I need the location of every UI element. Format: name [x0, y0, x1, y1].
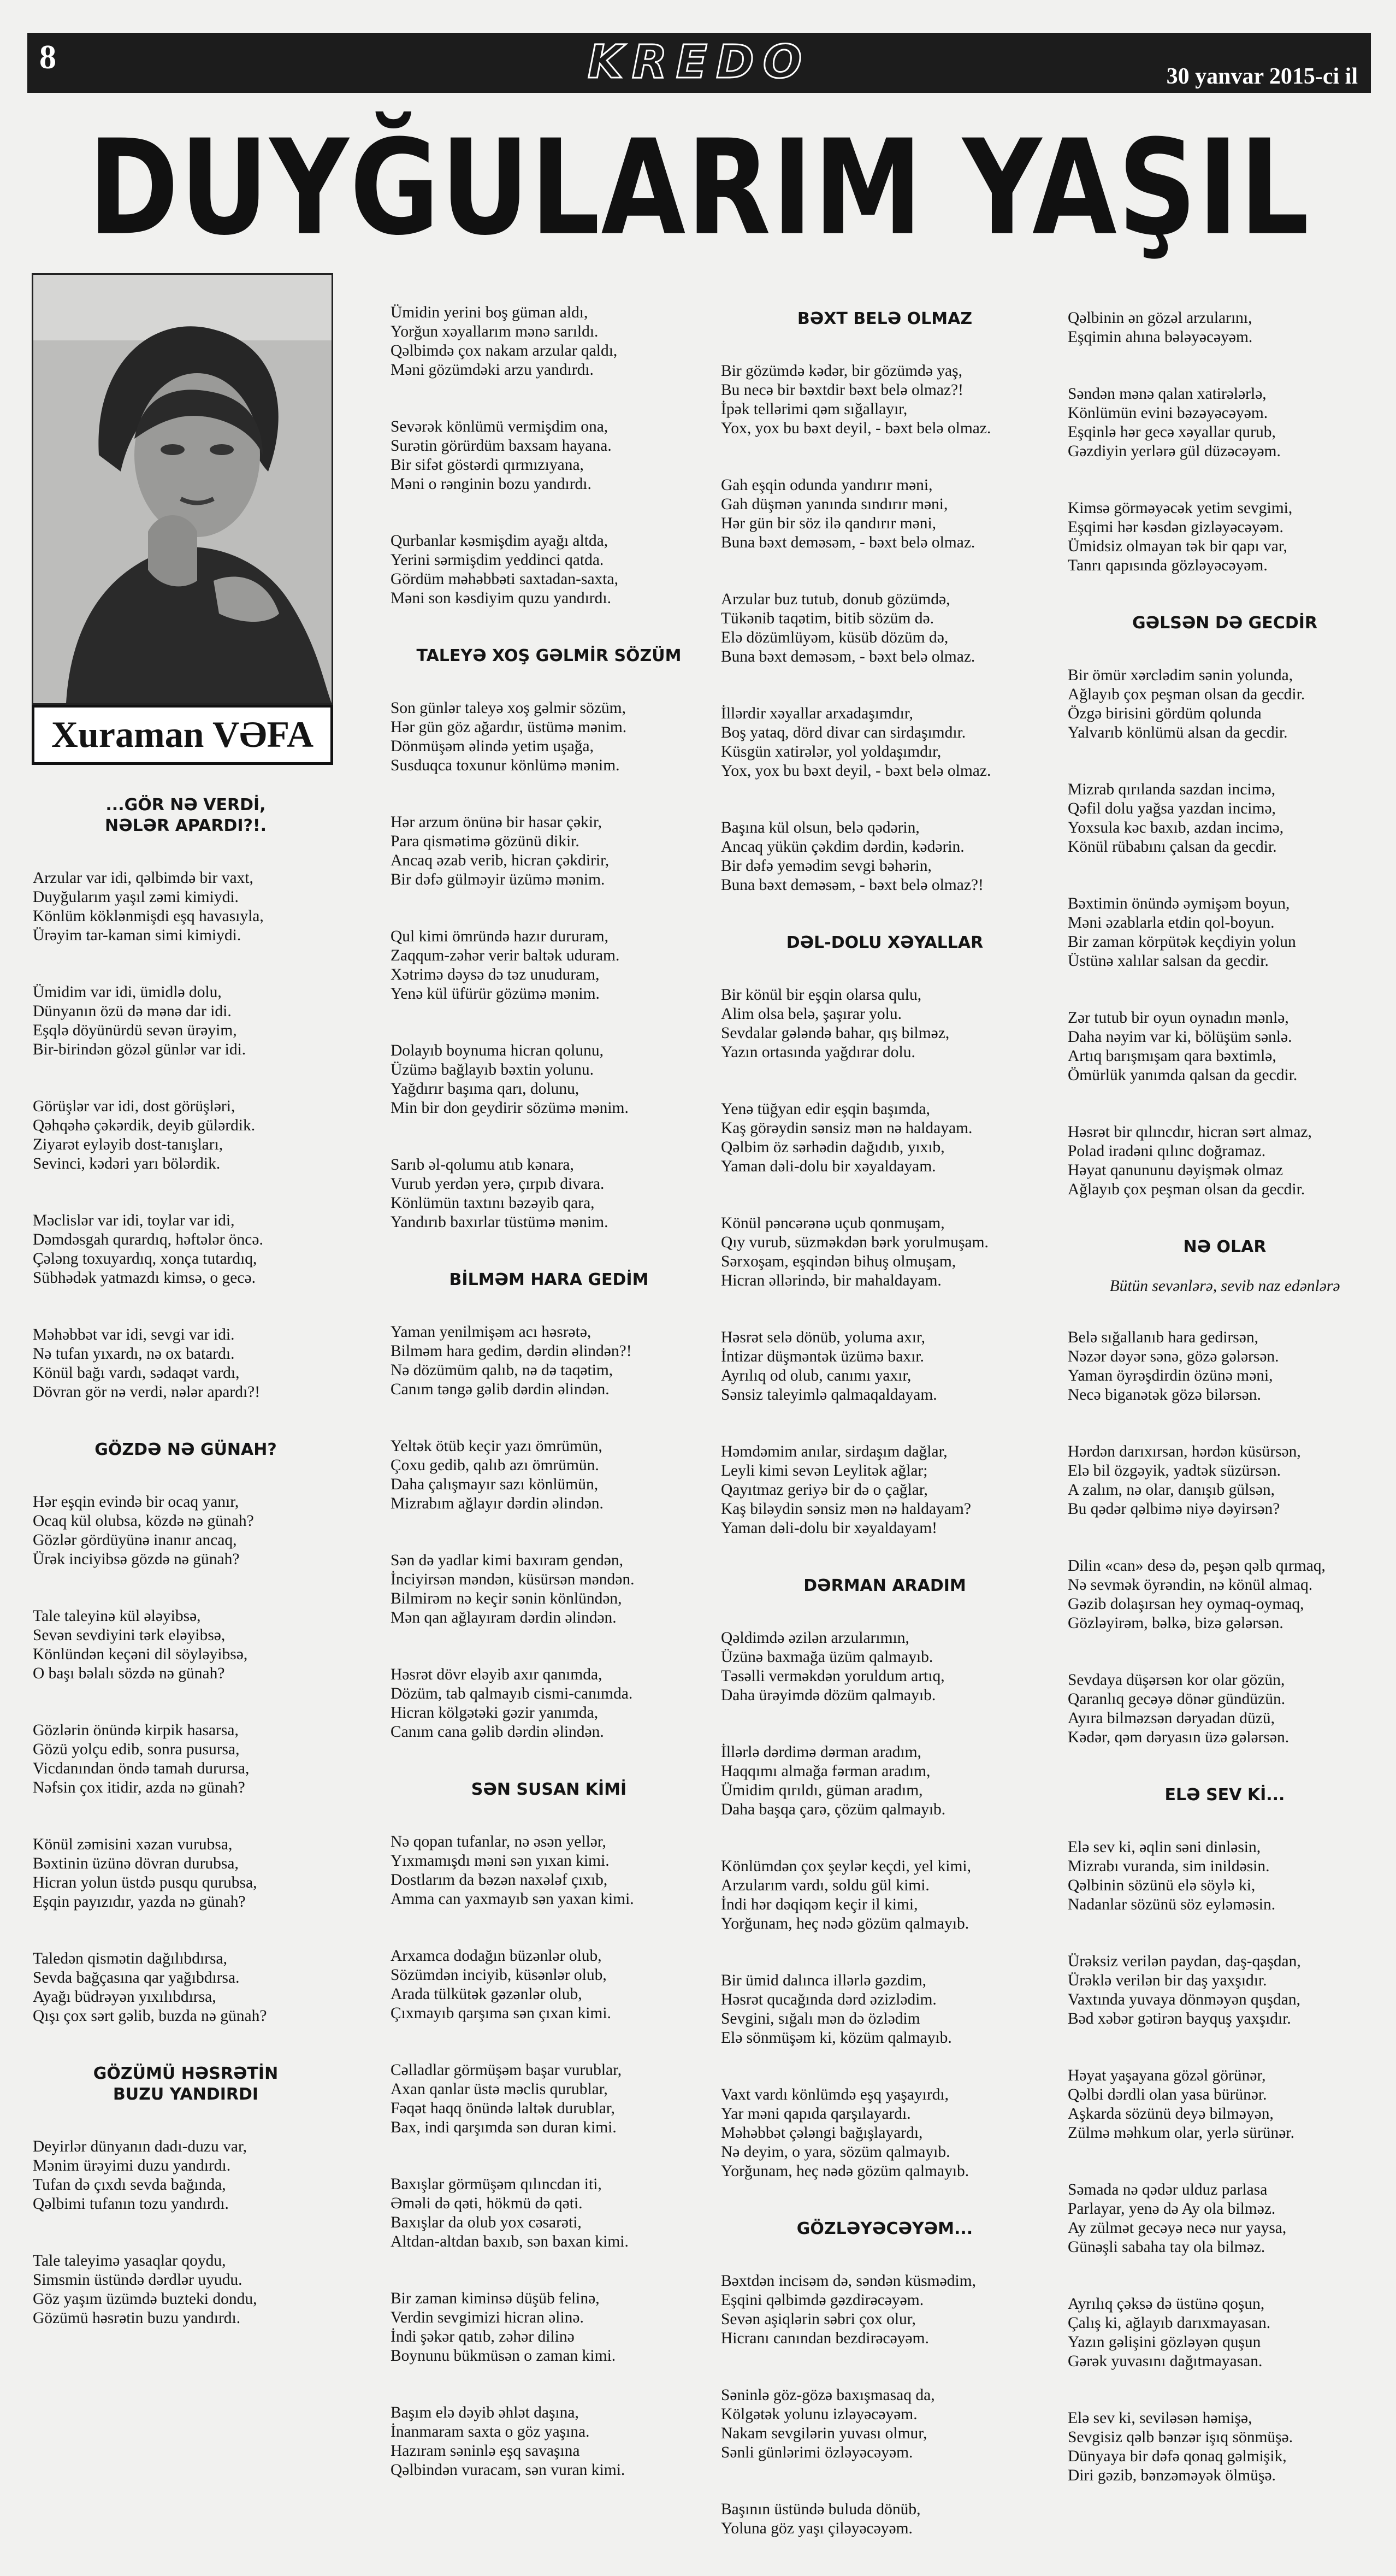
- stanza: Yaman yenilmişəm acı həsrətə, Bilməm hara gedim, dərdin əlindən?! Nə dözümüm qalıb, nə də taqətim, Canım təngə gəlib dərdin əlindən.: [391, 1323, 632, 1398]
- stanza: Qurbanlar kəsmişdim ayağı altda, Yerini sərmişdim yeddinci qatda. Gördüm məhəbbəti saxtadan-saxta, Məni son kəsdiyim quzu yandırdı.: [391, 532, 618, 607]
- poem-title: BƏXT BELƏ OLMAZ: [797, 309, 973, 328]
- stanza: Məclislər var idi, toylar var idi, Dəmdəsgah qurardıq, həftələr öncə. Çələng toxuyardıq, xonça tutardıq, Sübhədək yatmazdı kimsə, o gecə.: [33, 1212, 263, 1287]
- newspaper-header: [27, 33, 1371, 93]
- stanza: Taledən qismətin dağılıbdırsa, Sevda bağçasına qar yağıbdırsa. Ayağı büdrəyən yıxılıbdırsa, Qışı çox sərt gəlib, buzda nə günah?: [33, 1950, 267, 2025]
- stanza: Qəlbinin ən gözəl arzularını, Eşqimin ahına bələyəcəyəm.: [1068, 309, 1253, 346]
- stanza: Ümidin yerini boş güman aldı, Yorğun xəyallarım mənə sarıldı. Qəlbimdə çox nakam arzular qaldı, Məni gözümdəki arzu yandırdı.: [391, 304, 618, 379]
- poem-title: BİLMƏM HARA GEDİM: [449, 1270, 649, 1289]
- stanza: Səmada nə qədər ulduz parlasa Parlayar, yenə də Ay ola bilməz. Ay zülmət gecəyə necə nur yaysa, Günəşli sabaha tay ola bilməz.: [1068, 2181, 1287, 2256]
- stanza: Arxamca dodağın büzənlər olub, Sözümdən inciyib, küsənlər olub, Arada tülkütək gəzənlər olub, Çıxmayıb qarşıma sən çıxan kimi.: [391, 1947, 611, 2022]
- author-portrait-icon: [32, 273, 333, 705]
- stanza: Səninlə göz-gözə baxışmasaq da, Kölgətək yolunu izləyəcəyəm. Nakam sevgilərin yuvası olmur, Sənli günlərimi özləyəcəyəm.: [721, 2386, 935, 2461]
- stanza: Dilin «can» desə də, peşən qəlb qırmaq, Nə sevmək öyrəndin, nə könül almaq. Gəzib dolaşırsan hey oymaq-oymaq, Gözləyirəm, bəlkə, bizə gələrsən.: [1068, 1557, 1326, 1632]
- stanza: Başına kül olsun, belə qədərin, Ancaq yükün çəkdim dərdin, kədərin. Bir dəfə yemədim sevgi bəhərin, Buna bəxt deməsəm, - bəxt belə olmaz?!: [721, 819, 984, 894]
- column-1: [33, 776, 339, 2366]
- author-name: Xuraman VƏFA: [32, 705, 333, 765]
- stanza: İllərlə dərdimə dərman aradım, Haqqımı almağa fərman aradım, Ümidim qırıldı, güman aradım, Daha başqa çarə, çözüm qalmayıb.: [721, 1743, 946, 1818]
- stanza: Səndən mənə qalan xatirələrlə, Könlümün evini bəzəyəcəyəm. Eşqinlə hər gecə xəyallar qurub, Gəzdiyin yerlərə gül düzəcəyəm.: [1068, 385, 1281, 460]
- stanza: Tale taleyimə yasaqlar qoydu, Simsmin üstündə dərdlər uyudu. Göz yaşım üzümdə buzteki dondu, Gözümü həsrətin buzu yandırdı.: [33, 2252, 257, 2327]
- stanza: Ürəksiz verilən paydan, daş-qaşdan, Ürəklə verilən bir daş yaxşıdır. Vaxtında yuvaya dönməyən quşdan, Bəd xəbər gətirən bayquş yaxşıdır.: [1068, 1953, 1301, 2027]
- poem-title: NƏ OLAR: [1183, 1237, 1267, 1257]
- poem-title: TALEYƏ XOŞ GƏLMİR SÖZÜM: [416, 646, 682, 665]
- stanza: Arzular var idi, qəlbimdə bir vaxt, Duyğularım yaşıl zəmi kimiydi. Könlüm köklənmişdi eşq havasıyla, Ürəyim tar-kaman simi kimiydi.: [33, 869, 264, 944]
- stanza: Həsrət bir qılıncdır, hicran sərt almaz, Polad iradəni qılınc doğramaz. Həyat qanununu dəyişmək olmaz Ağlayıb çox peşman olsan da gecdir.: [1068, 1123, 1312, 1198]
- stanza: Bir zaman kiminsə düşüb felinə, Verdin sevgimizi hicran əlinə. İndi şəkər qatıb, zəhər dilinə Boynunu bükmüsən o zaman kimi.: [391, 2290, 616, 2365]
- stanza: Ayrılıq çəksə də üstünə qoşun, Çalış ki, ağlayıb darıxmayasan. Yazın gəlişini gözləyən quşun Gərək yuvasını dağıtmayasan.: [1068, 2295, 1271, 2370]
- column-2: [391, 284, 707, 2518]
- stanza: Baxışlar görmüşəm qılıncdan iti, Əməli də qəti, hökmü də qəti. Baxışlar da olub yox cəsarəti, Altdan-altdan baxıb, sən baxan kimi.: [391, 2176, 629, 2250]
- poem-title: GÖZÜMÜ HƏSRƏTİN BUZU YANDIRDI: [93, 2064, 279, 2104]
- stanza: Gözlərin önündə kirpik hasarsa, Gözü yolçu edib, sonra pusursa, Vicdanından öndə tamah durursa, Nəfsin çox itidir, azda nə günah?: [33, 1722, 250, 1796]
- stanza: Cəlladlar görmüşəm başar vurublar, Axan qanlar üstə məclis qurublar, Fəqət haqq önündə laltək durublar, Bax, indi qarşımda sən duran kimi.: [391, 2061, 622, 2136]
- stanza: Bəxtdən incisəm də, səndən küsmədim, Eşqini qəlbimdə gəzdirəcəyəm. Sevən aşiqlərin səbri çox olur, Hicranı canından bezdirəcəyəm.: [721, 2272, 976, 2347]
- poem-title: GÖZDƏ NƏ GÜNAH?: [94, 1440, 277, 1459]
- stanza: Bir gözümdə kədər, bir gözümdə yaş, Bu necə bir bəxtdir bəxt belə olmaz?! İpək tellərimi qəm sığallayır, Yox, yox bu bəxt deyil, - bəxt belə olmaz.: [721, 362, 991, 437]
- poem-title: ELƏ SEV Kİ...: [1164, 1785, 1285, 1805]
- stanza: Sən də yadlar kimi baxıram gendən, İnciyirsən məndən, küsürsən məndən. Bilmirəm nə keçir sənin könlündən, Mən qan ağlayıram dərdin əlindən.: [391, 1552, 635, 1626]
- stanza: Ümidim var idi, ümidlə dolu, Dünyanın özü də mənə dar idi. Eşqlə döyünürdü sevən ürəyim, Bir-birindən gözəl günlər var idi.: [33, 983, 246, 1058]
- stanza: Sevərək könlümü vermişdim ona, Surətin görürdüm baxsam hayana. Bir sifət göstərdi qırmızıyana, Məni o rənginin bozu yandırdı.: [391, 418, 612, 493]
- stanza: Belə sığallanıb hara gedirsən, Nəzər dəyər sənə, gözə gələrsən. Yaman öyrəşdirdin özünə məni, Necə biganətək gözə bilərsən.: [1068, 1329, 1279, 1404]
- poem-title: DƏL-DOLU XƏYALLAR: [786, 933, 984, 952]
- stanza: Görüşlər var idi, dost görüşləri, Qəhqəhə çəkərdik, deyib gülərdik. Ziyarət eyləyib dost-tanışları, Sevinci, kədəri yarı bölərdik.: [33, 1098, 256, 1172]
- stanza: Sevdaya düşərsən kor olar gözün, Qaranlıq gecəyə dönər gündüzün. Ayıra bilməzsən dəryadan düzü, Kədər, qəm dəryasın üzə gələrsən.: [1068, 1671, 1289, 1746]
- stanza: Həyat yaşayana gözəl görünər, Qəlbi dərdli olan yasa bürünər. Aşkarda sözünü deyə bilməyən, Zülmə məhkum olar, yerlə sürünər.: [1068, 2067, 1294, 2142]
- poem-title: DƏRMAN ARADIM: [803, 1576, 966, 1595]
- column-4: [1068, 290, 1382, 2523]
- poem-title: ...GÖR NƏ VERDİ, NƏLƏR APARDI?!.: [104, 795, 267, 835]
- stanza: Sarıb əl-qolumu atıb kənara, Vurub yerdən yerə, çırpıb divara. Könlümün taxtını bəzəyib qara, Yandırıb baxırlar tüstümə mənim.: [391, 1156, 608, 1231]
- poem-dedication: Bütün sevənlərə, sevib naz edənlərə: [1109, 1277, 1340, 1295]
- stanza: Yeltək ötüb keçir yazı ömrümün, Çoxu gedib, qalıb azı ömrümün. Daha çalışmayır sazı könlümün, Mizrabım ağlayır dərdin əlindən.: [391, 1437, 604, 1512]
- stanza: Mizrab qırılanda sazdan incimə, Qəfil dolu yağsa yazdan incimə, Yoxsula kəc baxıb, azdan incimə, Könül rübabını çalsan da gecdir.: [1068, 781, 1284, 856]
- stanza: Könlümdən çox şeylər keçdi, yel kimi, Arzularım vardı, soldu gül kimi. İndi hər dəqiqəm keçir il kimi, Yorğunam, heç nədə gözüm qalmayıb.: [721, 1858, 971, 1932]
- stanza: Könül pəncərənə uçub qonmuşam, Qıy vurub, süzməkdən bərk yorulmuşam. Sərxoşam, eşqindən bihuş olmuşam, Hicran əllərində, bir mahaldayam.: [721, 1215, 989, 1289]
- newspaper-logo: KREDO: [587, 35, 811, 89]
- stanza: Həsrət selə dönüb, yoluma axır, İntizar düşməntək üzümə baxır. Ayrılıq od olub, canımı yaxır, Sənsiz taleyimlə qalmaqaldayam.: [721, 1329, 937, 1404]
- stanza: Son günlər taleyə xoş gəlmir sözüm, Hər gün göz ağardır, üstümə mənim. Dönmüşəm əlində yetim uşağa, Susduqca toxunur könlümə mənim.: [391, 699, 627, 774]
- poem-title: SƏN SUSAN KİMİ: [471, 1780, 627, 1799]
- stanza: Hər arzum önünə bir hasar çəkir, Para qismətimə gözünü dikir. Ancaq əzab verib, hicran çəkdirir, Bir dəfə gülməyir üzümə mənim.: [391, 814, 610, 888]
- page-headline: DUYĞULARIM YAŞIL: [88, 111, 1310, 265]
- stanza: Başının üstündə buluda dönüb, Yoluna göz yaşı çiləyəcəyəm.: [721, 2501, 921, 2537]
- stanza: Həsrət dövr eləyib axır qanımda, Dözüm, tab qalmayıb cismi-canımda. Hicran kölgətəki gəzir yanımda, Canım cana gəlib dərdin əlindən.: [391, 1666, 633, 1741]
- page-number: 8: [39, 39, 56, 76]
- stanza: Məhəbbət var idi, sevgi var idi. Nə tufan yıxardı, nə ox batardı. Könül bağı vardı, sədaqət vardı, Dövran gör nə verdi, nələr apardı?!: [33, 1326, 261, 1401]
- stanza: Dolayıb boynuma hicran qolunu, Üzümə bağlayıb bəxtin yolunu. Yağdırır başıma qarı, dolunu, Min bir don geydirir sözümə mənim.: [391, 1042, 629, 1117]
- stanza: Nə qopan tufanlar, nə əsən yellər, Yıxmamışdı məni sən yıxan kimi. Dostlarım da bəzən naxələf çıxıb, Amma can yaxmayıb sən yaxan kimi.: [391, 1833, 634, 1908]
- stanza: Tale taleyinə kül ələyibsə, Sevən sevdiyini tərk eləyibsə, Könlündən keçəni dil söyləyibsə, O başı bəlalı sözdə nə günah?: [33, 1607, 248, 1682]
- stanza: Kimsə görməyəcək yetim sevgimi, Eşqimi hər kəsdən gizləyəcəyəm. Ümidsiz olmayan tək bir qapı var, Tanrı qapısında gözləyəcəyəm.: [1068, 499, 1293, 574]
- poem-title: GÖZLƏYƏCƏYƏM...: [796, 2219, 973, 2238]
- stanza: Yenə tüğyan edir eşqin başımda, Kaş görəydin sənsiz mən nə haldayam. Qəlbim öz sərhədin dağıdıb, yıxıb, Yaman dəli-dolu bir xəyaldayam.: [721, 1100, 973, 1175]
- stanza: Arzular buz tutub, donub gözümdə, Tükənib taqətim, bitib sözüm də. Elə dözümlüyəm, küsüb dözüm də, Buna bəxt deməsəm, - bəxt belə olmaz.: [721, 591, 975, 665]
- column-3: [721, 290, 1049, 2576]
- stanza: Elə sev ki, əqlin səni dinləsin, Mizrabı vuranda, sim inildəsin. Qəlbinin sözünü elə söylə ki, Nadanlar sözünü söz eyləməsin.: [1068, 1838, 1276, 1913]
- stanza: Qul kimi ömründə hazır dururam, Zaqqum-zəhər verir baltək uduram. Xətrimə dəysə də təz unuduram, Yenə kül üfürür gözümə mənim.: [391, 928, 620, 1003]
- stanza: Deyirlər dünyanın dadı-duzu var, Mənim ürəyimi duzu yandırdı. Tufan də çıxdı sevda bağında, Qəlbimi tufanın tozu yandırdı.: [33, 2138, 247, 2213]
- stanza: Hərdən darıxırsan, hərdən küsürsən, Elə bil özgəyik, yadtək süzürsən. A zalım, nə olar, danışıb gülsən, Bu qədər qəlbimə niyə dəyirsən?: [1068, 1443, 1301, 1518]
- stanza: Vaxt vardı könlümdə eşq yaşayırdı, Yar məni qapıda qarşılayardı. Məhəbbət çələngi bağışlayardı, Nə deyim, o yara, sözüm qalmayıb. Yorğunam, heç nədə gözüm qalmayıb.: [721, 2086, 969, 2180]
- stanza: Hər eşqin evində bir ocaq yanır, Ocaq kül olubsa, közdə nə günah? Gözlər gördüyünə inanır ancaq, Ürək inciyibsə gözdə nə günah?: [33, 1493, 254, 1568]
- stanza: Könül zəmisini xəzan vurubsa, Bəxtinin üzünə dövran durubsa, Hicran yolun üstdə pusqu qurubsa, Eşqin payızıdır, yazda nə günah?: [33, 1836, 257, 1911]
- stanza: Bir ömür xərclədim sənin yolunda, Ağlayıb çox peşman olsan da gecdir. Özgə birisini gördüm qolunda Yalvarıb könlümü alsan da gecdir.: [1068, 667, 1305, 741]
- stanza: Bəxtimin önündə əymişəm boyun, Məni əzablarla etdin qol-boyun. Bir zaman körpütək keçdiyin yolun Üstünə xalılar salsan da gecdir.: [1068, 895, 1296, 970]
- stanza: Elə sev ki, seviləsən həmişə, Sevgisiz qəlb bənzər işıq sönmüşə. Dünyaya bir dəfə qonaq gəlmişik, Diri gəzib, bənzəməyək ölmüşə.: [1068, 2409, 1293, 2484]
- stanza: Başım elə dəyib əhlət daşına, İnanmaram saxta o göz yaşına. Hazıram səninlə eşq savaşına Qəlbindən vuracam, sən vuran kimi.: [391, 2404, 625, 2479]
- stanza: Bir könül bir eşqin olarsa qulu, Alim olsa belə, şaşırar yolu. Sevdalar gələndə bahar, qış bilməz, Yazın ortasında yağdırar dolu.: [721, 986, 950, 1061]
- stanza: Bir ümid dalınca illərlə gəzdim, Həsrət qucağında dərd əzizlədim. Sevgini, sığalı mən də özlədim Elə sönmüşəm ki, közüm qalmayıb.: [721, 1972, 952, 2047]
- stanza: Qəldimdə əzilən arzularımın, Üzünə baxmağa üzüm qalmayıb. Təsəlli verməkdən yoruldum artıq, Daha ürəyimdə dözüm qalmayıb.: [721, 1629, 945, 1704]
- poem-title: GƏLSƏN DƏ GECDİR: [1132, 614, 1317, 633]
- stanza: Gah eşqin odunda yandırır məni, Gah düşmən yanında sındırır məni, Hər gün bir söz ilə qandırır məni, Buna bəxt deməsəm, - bəxt belə olmaz.: [721, 476, 975, 551]
- portrait-illustration: [33, 275, 332, 703]
- stanza: İllərdir xəyallar arxadaşımdır, Boş yataq, dörd divar can sirdaşımdır. Küsgün xatirələr, yol yoldaşımdır, Yox, yox bu bəxt deyil, - bəxt belə olmaz.: [721, 705, 991, 780]
- stanza: Zər tutub bir oyun oynadın mənlə, Daha nəyim var ki, bölüşüm sənlə. Artıq barışmışam qara bəxtimlə, Ömürlük yanımda qalsan da gecdir.: [1068, 1009, 1298, 1084]
- issue-date: 30 yanvar 2015-ci il: [1166, 64, 1358, 89]
- stanza: Həmdəmim anılar, sirdaşım dağlar, Leyli kimi sevən Leylitək ağlar; Qayıtmaz geriyə bir də o çağlar, Kaş biləydin sənsiz mən nə haldayam? Yaman dəli-dolu bir xəyaldayam!: [721, 1443, 971, 1537]
